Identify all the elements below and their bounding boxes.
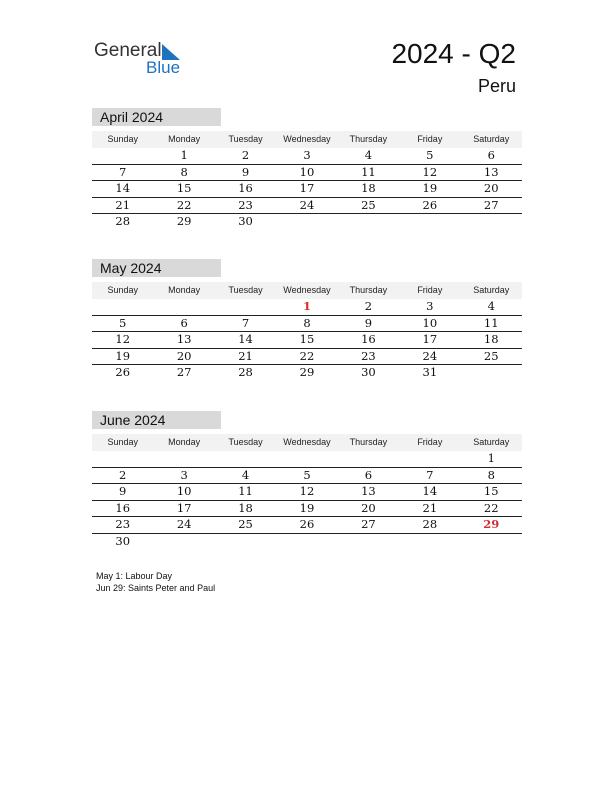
weekday-label: Monday	[168, 134, 201, 144]
day-cell: 12	[422, 164, 438, 179]
day-cell: 22	[483, 500, 499, 515]
day-cell: 28	[115, 214, 131, 228]
day-cell: 9	[119, 484, 127, 498]
day-cell: 18	[483, 332, 499, 346]
day-cell: 21	[422, 500, 438, 515]
week-row	[92, 365, 522, 381]
day-cell: 22	[299, 348, 315, 363]
day-cell: 8	[303, 315, 311, 330]
day-cell: 7	[119, 164, 127, 179]
week-row	[92, 534, 522, 550]
day-cell: 8	[487, 467, 495, 482]
day-cell	[215, 299, 276, 315]
day-cell: 20	[361, 500, 376, 515]
day-cell: 26	[422, 197, 438, 212]
week-row	[92, 148, 522, 165]
day-cell: 13	[361, 484, 376, 498]
day-cell: 28	[422, 517, 438, 531]
day-cell: 13	[483, 164, 499, 179]
holiday-notes	[96, 570, 215, 594]
weekday-label: Friday	[417, 437, 443, 447]
day-cell: 5	[303, 467, 311, 482]
day-cell: 14	[115, 181, 131, 195]
day-cell: 2	[241, 148, 250, 162]
day-cell: 2	[364, 299, 373, 313]
day-cell: 27	[361, 517, 376, 531]
day-cell: 15	[176, 181, 192, 195]
day-cell: 25	[483, 348, 499, 363]
day-cell: 11	[238, 484, 253, 498]
day-cell: 26	[115, 365, 131, 379]
day-cell: 29	[176, 214, 192, 228]
holiday-day-cell: 1	[302, 299, 311, 313]
day-cell: 1	[487, 451, 495, 465]
day-cell: 27	[483, 197, 499, 212]
day-cell	[153, 451, 214, 467]
day-cell: 17	[176, 500, 192, 515]
day-cell: 18	[238, 500, 253, 515]
day-cell: 11	[361, 164, 376, 179]
weekday-label: Wednesday	[283, 134, 331, 144]
day-cell: 2	[119, 467, 127, 482]
day-cell: 17	[422, 332, 438, 346]
weekday-header-row	[92, 282, 522, 299]
day-cell: 16	[238, 181, 253, 195]
day-cell	[153, 534, 214, 550]
day-cell: 19	[115, 348, 131, 363]
weekday-label: Sunday	[107, 134, 138, 144]
day-cell	[215, 451, 276, 467]
day-cell	[92, 148, 153, 164]
day-cell: 11	[483, 315, 499, 330]
logo-blue-text: Blue	[146, 58, 181, 77]
day-cell: 25	[361, 197, 376, 212]
day-cell: 4	[364, 148, 373, 162]
day-cell: 16	[361, 332, 376, 346]
holiday-note: May 1: Labour Day	[96, 571, 173, 581]
month-title: April 2024	[92, 108, 221, 126]
day-cell: 21	[238, 348, 253, 363]
week-row	[92, 181, 522, 198]
country-name: Peru	[477, 76, 516, 96]
day-cell: 12	[299, 484, 315, 498]
weekday-label: Saturday	[473, 285, 510, 295]
weekday-label: Saturday	[473, 437, 510, 447]
day-cell: 6	[487, 148, 495, 162]
week-row	[92, 501, 522, 518]
day-cell: 23	[238, 197, 253, 212]
day-cell	[461, 214, 522, 230]
day-cell: 22	[176, 197, 192, 212]
day-cell: 3	[303, 148, 311, 162]
month-calendar	[92, 259, 522, 381]
week-row	[92, 299, 522, 316]
day-cell	[338, 214, 399, 230]
day-cell: 4	[487, 299, 495, 313]
weekday-label: Tuesday	[228, 437, 263, 447]
day-cell: 23	[361, 348, 376, 363]
day-cell: 15	[483, 484, 499, 498]
day-cell: 31	[422, 365, 438, 379]
day-cell	[276, 534, 337, 550]
day-cell: 24	[176, 517, 192, 531]
day-cell: 20	[176, 348, 192, 363]
day-cell: 17	[299, 181, 315, 195]
day-cell	[399, 451, 460, 467]
day-cell: 7	[241, 315, 250, 330]
month-calendar	[92, 108, 522, 230]
month-title: May 2024	[92, 259, 221, 277]
day-cell: 30	[115, 533, 131, 548]
weekday-header-row	[92, 434, 522, 451]
day-cell: 19	[299, 500, 315, 515]
day-cell: 23	[115, 517, 131, 531]
week-row	[92, 332, 522, 349]
day-cell	[461, 365, 522, 381]
day-cell: 10	[176, 484, 192, 498]
day-cell	[92, 299, 153, 315]
day-cell	[276, 451, 337, 467]
week-row	[92, 468, 522, 485]
day-cell: 14	[238, 332, 253, 346]
page-title: 2024 - Q2	[391, 38, 516, 69]
day-cell: 6	[180, 315, 188, 330]
day-cell	[399, 214, 460, 230]
day-cell: 21	[115, 197, 131, 212]
day-cell: 15	[299, 332, 315, 346]
weekday-label: Thursday	[349, 437, 388, 447]
day-cell: 27	[176, 365, 192, 379]
weekday-label: Monday	[168, 285, 201, 295]
week-row	[92, 165, 522, 182]
weekday-label: Sunday	[107, 285, 138, 295]
day-cell: 12	[115, 332, 131, 346]
day-cell: 24	[422, 348, 438, 363]
weekday-label: Thursday	[349, 134, 388, 144]
day-cell: 14	[422, 484, 438, 498]
week-row	[92, 517, 522, 534]
holiday-note: Jun 29: Saints Peter and Paul	[96, 583, 216, 593]
weekday-label: Tuesday	[228, 285, 263, 295]
day-cell: 10	[299, 164, 315, 179]
day-cell: 9	[241, 164, 250, 179]
day-cell: 26	[299, 517, 315, 531]
day-cell	[215, 534, 276, 550]
weekday-label: Tuesday	[228, 134, 263, 144]
day-cell	[92, 451, 153, 467]
day-cell: 24	[299, 197, 315, 212]
week-row	[92, 349, 522, 366]
day-cell	[338, 451, 399, 467]
weekday-label: Thursday	[349, 285, 388, 295]
day-cell: 8	[180, 164, 188, 179]
logo	[94, 40, 204, 80]
holiday-day-cell: 29	[483, 517, 500, 531]
week-row	[92, 214, 522, 230]
day-cell	[338, 534, 399, 550]
day-cell: 13	[176, 332, 192, 346]
day-cell: 6	[364, 467, 373, 482]
day-cell	[276, 214, 337, 230]
day-cell: 5	[119, 315, 127, 330]
day-cell	[461, 534, 522, 550]
weekday-label: Friday	[417, 285, 443, 295]
weekday-label: Sunday	[107, 437, 138, 447]
day-cell: 3	[426, 299, 434, 313]
day-cell	[399, 534, 460, 550]
day-cell: 1	[180, 148, 188, 162]
day-cell: 19	[422, 181, 438, 195]
weekday-label: Wednesday	[283, 437, 331, 447]
week-row	[92, 316, 522, 333]
day-cell: 9	[364, 315, 373, 330]
weekday-label: Wednesday	[283, 285, 331, 295]
month-calendar	[92, 411, 522, 549]
day-cell	[153, 299, 214, 315]
logo-general-text: General	[94, 40, 162, 61]
week-row	[92, 198, 522, 215]
day-cell: 28	[238, 365, 253, 379]
weekday-label: Saturday	[473, 134, 510, 144]
day-cell: 30	[238, 214, 253, 228]
day-cell: 10	[422, 315, 438, 330]
day-cell: 18	[361, 181, 376, 195]
weekday-header-row	[92, 131, 522, 148]
day-cell: 7	[426, 467, 434, 482]
day-cell: 30	[361, 365, 376, 379]
week-row	[92, 451, 522, 468]
week-row	[92, 484, 522, 501]
day-cell: 3	[180, 467, 188, 482]
day-cell: 25	[238, 517, 253, 531]
weekday-label: Monday	[168, 437, 201, 447]
weekday-label: Friday	[417, 134, 443, 144]
day-cell: 16	[115, 500, 131, 515]
day-cell: 4	[241, 467, 250, 482]
day-cell: 20	[483, 181, 499, 195]
day-cell: 29	[299, 365, 315, 379]
month-title: June 2024	[92, 411, 221, 429]
day-cell: 5	[426, 148, 434, 162]
